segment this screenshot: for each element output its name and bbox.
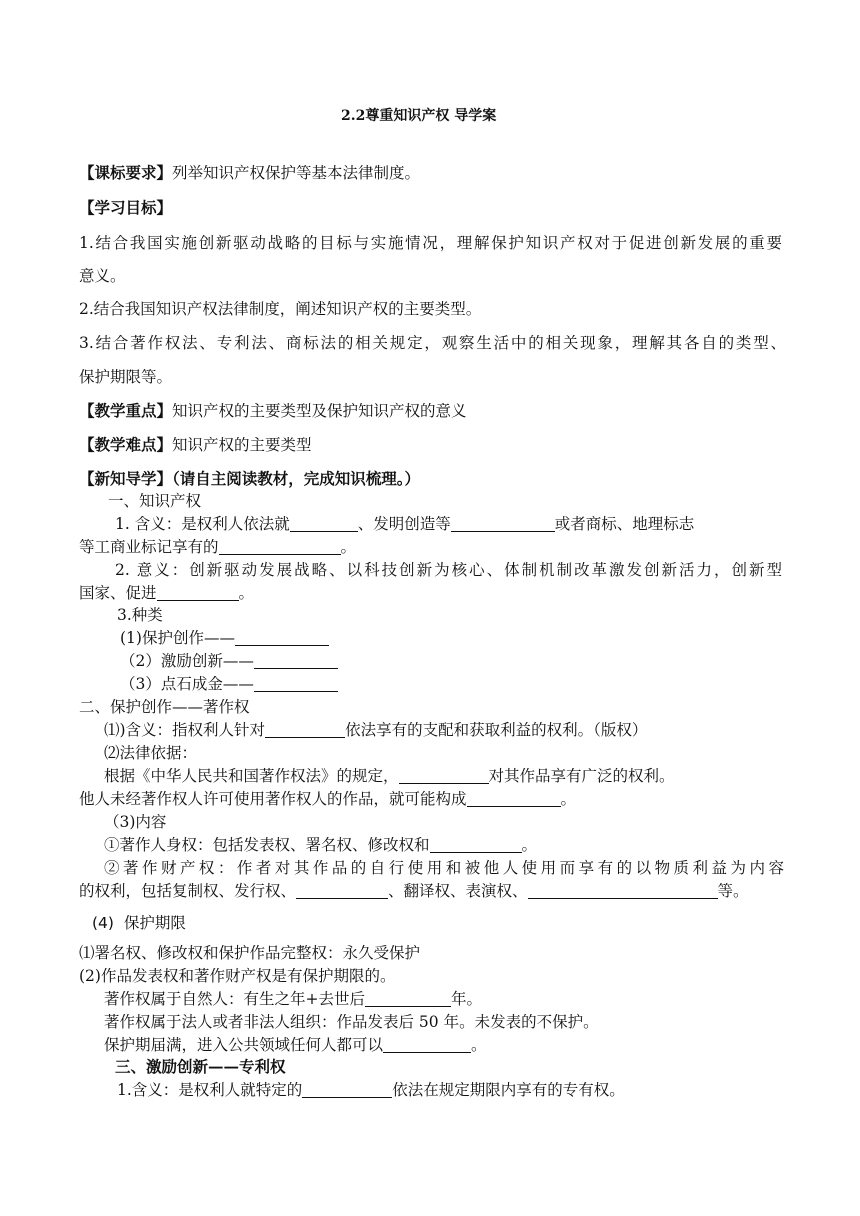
goal-2: 2.结合我国知识产权法律制度，阐述知识产权的主要类型。 <box>79 300 482 318</box>
new-knowledge-guide <box>79 469 420 489</box>
part1-types: 3.种类 <box>117 606 163 624</box>
curriculum-text: 列举知识产权保护等基本法律制度。 <box>172 164 421 182</box>
part2-content: （3)内容 <box>104 813 167 831</box>
fill-blank[interactable] <box>296 882 388 899</box>
property-rights-text-a: 的权利，包括复制权、发行权、 <box>79 882 297 900</box>
fill-blank[interactable] <box>451 515 555 532</box>
natural-person-end: 年。 <box>451 990 483 1008</box>
fill-blank[interactable] <box>528 882 718 899</box>
difficulty <box>79 435 312 455</box>
part2-legal-basis-text <box>104 766 675 786</box>
definition-text-a: 1. 含义：是权利人依法就 <box>115 515 290 533</box>
fill-blank[interactable] <box>383 1036 471 1053</box>
part1-heading: 一、知识产权 <box>108 492 202 510</box>
part3-meaning-a: 1.含义：是权利人就特定的 <box>117 1081 303 1099</box>
public-domain-text: 保护期届满，进入公共领域任何人都可以 <box>104 1036 384 1054</box>
part3-heading: 三、激励创新——专利权 <box>115 1057 286 1076</box>
type-1 <box>120 628 329 648</box>
part1-significance: 2. 意义：创新驱动发展战略、以科技创新为核心、体制机制改革激发创新活力，创新型 <box>115 561 782 579</box>
definition-text-e: 。 <box>340 538 357 556</box>
part1-definition <box>115 514 694 534</box>
protection-period-heading <box>92 913 186 933</box>
property-rights-text-b: 、翻译权、表演权、 <box>388 882 528 900</box>
fill-blank[interactable] <box>467 790 561 807</box>
goal-3-line1: 3.结合著作权法、专利法、商标法的相关规定，观察生活中的相关现象，理解其各自的类型、 <box>79 334 786 352</box>
fill-blank[interactable] <box>430 836 522 853</box>
learning-goals-label: 【学习目标】 <box>79 198 173 217</box>
public-domain-end: 。 <box>471 1036 487 1054</box>
part1-significance-cont <box>79 583 254 603</box>
guide-label: 【新知导学】 <box>79 469 173 488</box>
moral-rights-end: 。 <box>521 836 538 854</box>
part2-legal-basis-cont <box>79 789 576 809</box>
part2-heading: 二、保护创作——著作权 <box>79 698 250 716</box>
definition-text-d: 等工商业标记享有的 <box>79 538 219 556</box>
fill-blank[interactable] <box>157 584 239 601</box>
period-public-domain <box>104 1035 487 1055</box>
goal-3-line2: 保护期限等。 <box>79 368 173 386</box>
period-label: 保护期限 <box>123 914 186 932</box>
part2-meaning-a: ⑴)含义：指权利人针对 <box>104 721 266 739</box>
key-point-text: 知识产权的主要类型及保护知识产权的意义 <box>172 402 467 420</box>
property-rights-cont <box>79 881 749 901</box>
part3-meaning <box>117 1080 625 1100</box>
fill-blank[interactable] <box>290 515 358 532</box>
difficulty-text: 知识产权的主要类型 <box>172 436 312 454</box>
significance-text-c: 。 <box>238 584 255 602</box>
significance-text-b: 国家、促进 <box>79 584 157 602</box>
type-2 <box>120 651 338 671</box>
part2-legal-basis: ⑵法律依据： <box>104 744 198 762</box>
fill-blank[interactable] <box>265 721 345 738</box>
part3-meaning-b: 依法在规定期限内享有的专有权。 <box>392 1081 625 1099</box>
key-point-label: 【教学重点】 <box>79 401 173 420</box>
moral-rights-text: ①著作人身权：包括发表权、署名权、修改权和 <box>104 836 430 854</box>
fill-blank[interactable] <box>365 990 451 1007</box>
fill-blank[interactable] <box>254 652 338 669</box>
curriculum-requirement <box>79 163 420 183</box>
part1-definition-cont <box>79 537 356 557</box>
moral-rights <box>104 835 537 855</box>
fill-blank[interactable] <box>302 1081 392 1098</box>
period-natural-person <box>104 989 482 1009</box>
period-item-1: ⑴署名权、修改权和保护作品完整权：永久受保护 <box>79 944 421 962</box>
natural-person-text: 著作权属于自然人：有生之年+去世后 <box>104 990 365 1008</box>
fill-blank[interactable] <box>399 767 489 784</box>
period-number: (4) <box>92 914 114 932</box>
property-rights: ②著作财产权：作者对其作品的自行使用和被他人使用而享有的以物质利益为内容 <box>104 859 784 877</box>
basis-text-a: 根据《中华人民共和国著作权法》的规定， <box>104 767 399 785</box>
fill-blank[interactable] <box>254 675 338 692</box>
type-2-text: （2）激励创新—— <box>120 652 254 670</box>
part2-meaning-b: 依法享有的支配和获取利益的权利。（版权） <box>345 721 648 739</box>
definition-text-c: 或者商标、地理标志 <box>554 515 695 533</box>
curriculum-label: 【课标要求】 <box>79 163 173 182</box>
guide-text: （请自主阅读教材，完成知识梳理。） <box>172 469 421 488</box>
definition-text-b: 、发明创造等 <box>357 515 451 533</box>
property-rights-text-c: 等。 <box>717 882 749 900</box>
period-legal-person: 著作权属于法人或者非法人组织：作品发表后 50 年。未发表的不保护。 <box>104 1013 599 1031</box>
difficulty-label: 【教学难点】 <box>79 435 173 454</box>
type-3-text: （3）点石成金—— <box>120 675 254 693</box>
basis-text-c: 他人未经著作权人许可使用著作权人的作品，就可能构成 <box>79 790 467 808</box>
basis-text-b: 对其作品享有广泛的权利。 <box>488 767 675 785</box>
part2-meaning <box>104 720 647 740</box>
document-title: 2.2尊重知识产权 导学案 <box>341 108 497 124</box>
fill-blank[interactable] <box>235 629 329 646</box>
type-3 <box>120 674 338 694</box>
fill-blank[interactable] <box>219 538 341 555</box>
basis-text-d: 。 <box>560 790 577 808</box>
key-point <box>79 401 467 421</box>
goal-1-line2: 意义。 <box>79 267 126 285</box>
period-item-2: (2)作品发表权和著作财产权是有保护期限的。 <box>79 967 396 985</box>
type-1-text: (1)保护创作—— <box>120 629 235 647</box>
goal-1-line1: 1.结合我国实施创新驱动战略的目标与实施情况，理解保护知识产权对于促进创新发展的重要 <box>79 234 782 252</box>
